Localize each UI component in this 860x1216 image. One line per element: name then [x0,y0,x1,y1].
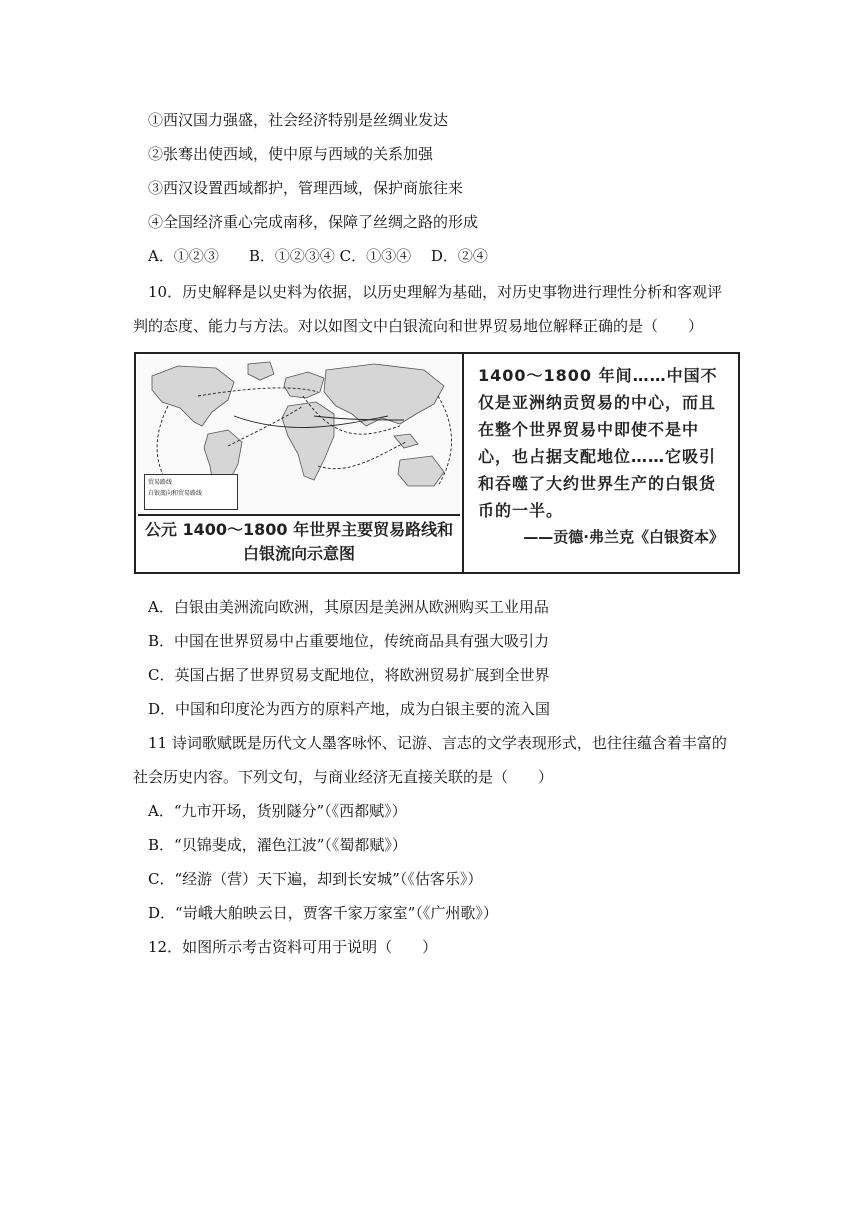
world-trade-map-image [138,356,460,516]
map-legend [144,474,238,510]
q11-stem-line-2: 社会历史内容。下列文句，与商业经济无直接关联的是（ ） [133,768,554,786]
q12-stem: 12．如图所示考古资料可用于说明（ ） [148,938,438,956]
q11-stem-line-1: 11 诗词歌赋既是历代文人墨客咏怀、记游、言志的文学表现形式，也往往蕴含着丰富的 [148,734,727,752]
map-panel [136,354,464,572]
q10-option-a: A．白银由美洲流向欧洲，其原因是美洲从欧洲购买工业用品 [148,598,549,616]
q11-option-d: D．“岢峨大舶映云日，贾客千家万家室”（《广州歌》） [148,904,498,922]
map-caption [136,518,462,566]
q9-options: A．①②③ B．①②③④ C．①③④ D．②④ [148,247,488,265]
statement-1: ①西汉国力强盛，社会经济特别是丝绸业发达 [148,111,449,129]
q11-option-b: B．“贝锦斐成，濯色江波”（《蜀都赋》） [148,836,407,854]
q10-stem-line-2: 判的态度、能力与方法。对以如图文中白银流向和世界贸易地位解释正确的是（ ） [133,317,704,335]
map-caption-line-1: 公元 1400～1800 年世界主要贸易路线和 [144,520,454,539]
q10-figure [134,352,740,574]
map-caption-line-2: 白银流向示意图 [242,544,355,563]
quote-panel [466,354,738,572]
quote-source: ——贡德·弗兰克《白银资本》 [523,528,724,546]
q10-option-b: B．中国在世界贸易中占重要地位，传统商品具有强大吸引力 [148,632,550,650]
statement-2: ②张骞出使西域，使中原与西域的关系加强 [148,145,434,163]
statement-4: ④全国经济重心完成南移，保障了丝绸之路的形成 [148,213,479,231]
statement-3: ③西汉设置西域都护，管理西域，保护商旅往来 [148,179,464,197]
legend-item-trade-routes: 贸易路线 [148,479,173,486]
q11-option-a: A．“九市开场，货别隧分”（《西都赋》） [148,802,407,820]
q10-stem-line-1: 10．历史解释是以史料为依据，以历史理解为基础，对历史事物进行理性分析和客观评 [148,283,723,301]
q11-option-c: C．“经游（营）天下遍，却到长安城”（《估客乐》） [148,870,483,888]
q10-option-c: C．英国占据了世界贸易支配地位，将欧洲贸易扩展到全世界 [148,666,550,684]
legend-item-silver-flow: 白银流向和贸易路线 [148,490,203,497]
q10-option-d: D．中国和印度沦为西方的原料产地，成为白银主要的流入国 [148,700,551,718]
quote-text: 1400～1800 年间……中国不仅是亚洲纳贡贸易的中心，而且在整个世界贸易中即使不是中心，也占据支配地位……它吸引和吞噬了大约世界生产的白银货币的一半。 [478,366,718,520]
